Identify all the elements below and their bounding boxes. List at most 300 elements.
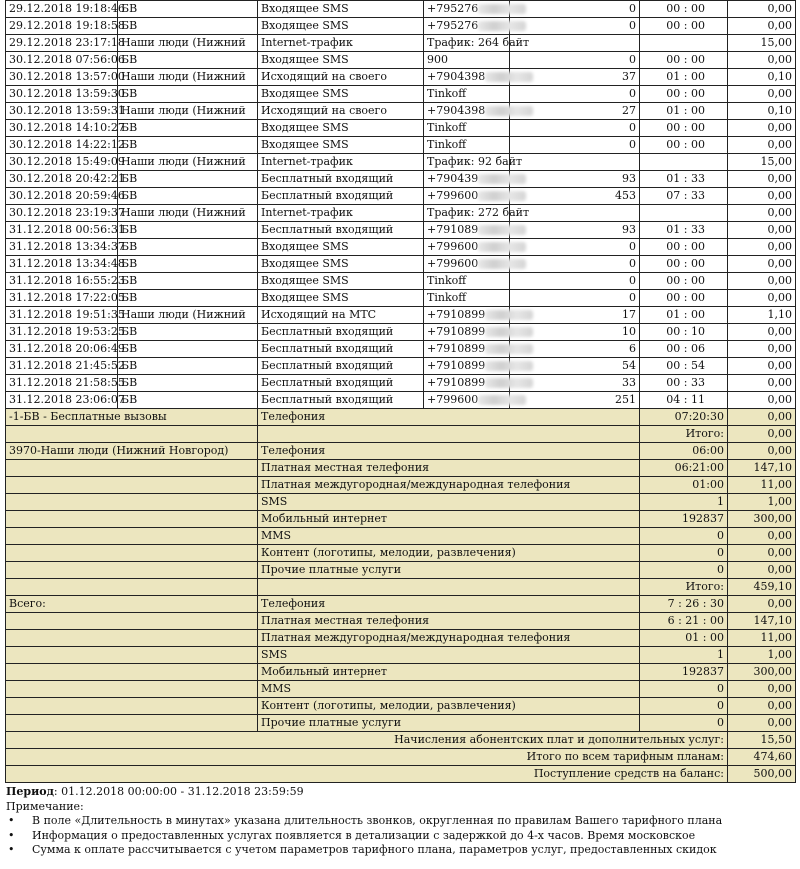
redacted-blur (478, 395, 526, 405)
duration-cell: 00 : 00 (640, 137, 728, 154)
quantity-cell: 93 (510, 171, 640, 188)
number-text: +7910899 (427, 342, 486, 355)
service-cell: Бесплатный входящий (258, 188, 424, 205)
number-text: Tinkoff (427, 121, 467, 134)
datetime-cell: 30.12.2018 23:19:37 (6, 205, 118, 222)
section-total-row (6, 579, 796, 596)
quantity-cell: 251 (510, 392, 640, 409)
redacted-blur (485, 72, 533, 82)
table-row (6, 69, 796, 86)
tariff-cell: БВ (118, 171, 258, 188)
redacted-blur (478, 4, 526, 14)
summary-cost: 0,00 (728, 715, 796, 732)
summary-service: Платная местная телефония (258, 460, 640, 477)
note-item: • Сумма к оплате рассчитывается с учетом параметров тарифного плана, параметров услуг, предоставленных скидок (6, 843, 796, 858)
total-label: Итого: (640, 579, 728, 596)
service-cell: Бесплатный входящий (258, 324, 424, 341)
grand-summary-value: 500,00 (728, 766, 796, 783)
quantity-cell: 10 (510, 324, 640, 341)
service-cell: Бесплатный входящий (258, 341, 424, 358)
summary-rows (6, 409, 796, 783)
cost-cell: 15,00 (728, 35, 796, 52)
summary-cost: 0,00 (728, 562, 796, 579)
service-cell: Internet-трафик (258, 35, 424, 52)
table-row (6, 307, 796, 324)
section-blank (6, 511, 258, 528)
summary-service: Телефония (258, 409, 640, 426)
summary-cost: 147,10 (728, 613, 796, 630)
summary-value: 0 (640, 562, 728, 579)
cost-cell: 0,00 (728, 324, 796, 341)
summary-value: 192837 (640, 511, 728, 528)
summary-row (6, 511, 796, 528)
table-row (6, 188, 796, 205)
service-cell: Internet-трафик (258, 154, 424, 171)
table-row (6, 52, 796, 69)
table-row (6, 86, 796, 103)
summary-row (6, 477, 796, 494)
report-footer (6, 785, 796, 858)
section-blank (6, 681, 258, 698)
summary-value: 01 : 00 (640, 630, 728, 647)
quantity-cell: 0 (510, 18, 640, 35)
section-blank (6, 579, 258, 596)
number-text: +7904398 (427, 104, 486, 117)
summary-service: Платная междугородная/международная телефония (258, 477, 640, 494)
number-cell (424, 222, 510, 239)
tariff-cell: БВ (118, 341, 258, 358)
summary-row (6, 528, 796, 545)
number-text: Трафик: 272 байт (427, 206, 530, 219)
summary-row (6, 647, 796, 664)
summary-cost: 0,00 (728, 409, 796, 426)
duration-cell: 00 : 00 (640, 256, 728, 273)
number-text: +7910899 (427, 325, 486, 338)
summary-service: SMS (258, 647, 640, 664)
number-text: 900 (427, 53, 448, 66)
cost-cell: 0,00 (728, 205, 796, 222)
section-blank (6, 562, 258, 579)
quantity-cell: 0 (510, 273, 640, 290)
summary-value: 07:20:30 (640, 409, 728, 426)
number-text: Трафик: 92 байт (427, 155, 523, 168)
number-cell (424, 171, 510, 188)
tariff-cell: БВ (118, 290, 258, 307)
number-text: +795276 (427, 2, 479, 15)
section-blank (6, 528, 258, 545)
duration-cell: 00 : 00 (640, 86, 728, 103)
summary-service: Контент (логотипы, мелодии, развлечения) (258, 545, 640, 562)
cost-cell: 0,00 (728, 120, 796, 137)
tariff-cell: БВ (118, 324, 258, 341)
summary-value: 06:21:00 (640, 460, 728, 477)
summary-row (6, 443, 796, 460)
period-line (6, 785, 796, 800)
number-text: +7910899 (427, 308, 486, 321)
summary-value: 06:00 (640, 443, 728, 460)
total-label: Итого: (640, 426, 728, 443)
number-text: +791089 (427, 223, 479, 236)
tariff-cell: Наши люди (Нижний (118, 307, 258, 324)
quantity-cell: 0 (510, 120, 640, 137)
quantity-cell: 0 (510, 86, 640, 103)
cost-cell: 0,00 (728, 18, 796, 35)
cost-cell: 0,00 (728, 273, 796, 290)
cost-cell: 1,10 (728, 307, 796, 324)
cost-cell: 0,00 (728, 1, 796, 18)
summary-row (6, 409, 796, 426)
number-cell (424, 239, 510, 256)
number-cell (424, 392, 510, 409)
cost-cell: 0,10 (728, 103, 796, 120)
duration-cell: 00 : 06 (640, 341, 728, 358)
duration-cell (640, 35, 728, 52)
summary-cost: 1,00 (728, 647, 796, 664)
number-text: +799600 (427, 393, 479, 406)
datetime-cell: 31.12.2018 13:34:48 (6, 256, 118, 273)
grand-summary-row (6, 766, 796, 783)
summary-service: Прочие платные услуги (258, 562, 640, 579)
table-row (6, 239, 796, 256)
number-cell (424, 154, 523, 171)
duration-cell: 01 : 33 (640, 222, 728, 239)
service-cell: Входящее SMS (258, 239, 424, 256)
tariff-cell: БВ (118, 188, 258, 205)
summary-service: Прочие платные услуги (258, 715, 640, 732)
table-row (6, 154, 796, 171)
section-title: -1-БВ - Бесплатные вызовы (6, 409, 258, 426)
service-cell: Входящее SMS (258, 18, 424, 35)
summary-cost: 300,00 (728, 511, 796, 528)
note-item: • В поле «Длительность в минутах» указана длительность звонков, округленная по правилам Вашего тарифного плана (6, 814, 796, 829)
service-cell: Бесплатный входящий (258, 392, 424, 409)
quantity-cell: 0 (510, 256, 640, 273)
number-text: +799600 (427, 257, 479, 270)
quantity-cell: 0 (510, 290, 640, 307)
duration-cell (640, 154, 728, 171)
cost-cell: 0,00 (728, 52, 796, 69)
section-blank (6, 460, 258, 477)
number-cell (424, 103, 510, 120)
table-row (6, 290, 796, 307)
tariff-cell: Наши люди (Нижний (118, 69, 258, 86)
table-row (6, 341, 796, 358)
datetime-cell: 31.12.2018 16:55:23 (6, 273, 118, 290)
quantity-cell: 33 (510, 375, 640, 392)
redacted-blur (478, 191, 526, 201)
duration-cell: 04 : 11 (640, 392, 728, 409)
summary-service: SMS (258, 494, 640, 511)
period-label: Период (6, 785, 54, 798)
summary-value: 6 : 21 : 00 (640, 613, 728, 630)
table-row (6, 392, 796, 409)
summary-value: 192837 (640, 664, 728, 681)
number-cell (424, 307, 510, 324)
detail-rows (6, 1, 796, 409)
summary-row (6, 681, 796, 698)
redacted-blur (485, 106, 533, 116)
summary-row (6, 494, 796, 511)
table-row (6, 222, 796, 239)
summary-cost: 1,00 (728, 494, 796, 511)
datetime-cell: 30.12.2018 20:42:21 (6, 171, 118, 188)
tariff-cell: Наши люди (Нижний (118, 205, 258, 222)
number-cell (424, 188, 510, 205)
table-row (6, 205, 796, 222)
summary-row (6, 460, 796, 477)
duration-cell: 00 : 10 (640, 324, 728, 341)
quantity-cell: 93 (510, 222, 640, 239)
table-row (6, 35, 796, 52)
tariff-cell: БВ (118, 358, 258, 375)
service-cell: Входящее SMS (258, 137, 424, 154)
service-cell: Бесплатный входящий (258, 375, 424, 392)
service-cell: Входящее SMS (258, 1, 424, 18)
summary-service: Платная междугородная/международная телефония (258, 630, 640, 647)
cost-cell: 0,00 (728, 290, 796, 307)
total-value: 459,10 (728, 579, 796, 596)
datetime-cell: 31.12.2018 21:45:52 (6, 358, 118, 375)
cost-cell: 0,00 (728, 171, 796, 188)
summary-row (6, 715, 796, 732)
duration-cell: 00 : 00 (640, 290, 728, 307)
duration-cell: 00 : 00 (640, 273, 728, 290)
number-text: +7910899 (427, 376, 486, 389)
datetime-cell: 31.12.2018 20:06:49 (6, 341, 118, 358)
datetime-cell: 30.12.2018 15:49:09 (6, 154, 118, 171)
section-blank (6, 494, 258, 511)
duration-cell: 00 : 00 (640, 18, 728, 35)
grand-summary-row (6, 732, 796, 749)
table-row (6, 324, 796, 341)
section-blank (6, 698, 258, 715)
grand-summary-label: Итого по всем тарифным планам: (6, 749, 728, 766)
number-text: +790439 (427, 172, 479, 185)
summary-service: Мобильный интернет (258, 511, 640, 528)
summary-cost: 0,00 (728, 443, 796, 460)
datetime-cell: 31.12.2018 19:51:35 (6, 307, 118, 324)
duration-cell: 00 : 00 (640, 1, 728, 18)
tariff-cell: БВ (118, 239, 258, 256)
cost-cell: 15,00 (728, 154, 796, 171)
call-detail-table (5, 0, 796, 783)
datetime-cell: 31.12.2018 21:58:55 (6, 375, 118, 392)
table-row (6, 137, 796, 154)
datetime-cell: 29.12.2018 23:17:18 (6, 35, 118, 52)
quantity-cell: 453 (510, 188, 640, 205)
redacted-blur (478, 259, 526, 269)
datetime-cell: 30.12.2018 14:22:12 (6, 137, 118, 154)
number-text: +7904398 (427, 70, 486, 83)
redacted-blur (478, 21, 526, 31)
period-value: : 01.12.2018 00:00:00 - 31.12.2018 23:59:59 (53, 785, 304, 798)
number-text: Tinkoff (427, 138, 467, 151)
duration-cell: 00 : 00 (640, 120, 728, 137)
summary-service: Мобильный интернет (258, 664, 640, 681)
grand-summary-row (6, 749, 796, 766)
duration-cell: 01 : 33 (640, 171, 728, 188)
table-row (6, 273, 796, 290)
number-cell (424, 324, 510, 341)
number-cell (424, 1, 510, 18)
summary-value: 0 (640, 528, 728, 545)
summary-service: MMS (258, 528, 640, 545)
datetime-cell: 31.12.2018 00:56:31 (6, 222, 118, 239)
number-text: +799600 (427, 189, 479, 202)
tariff-cell: БВ (118, 52, 258, 69)
tariff-cell: БВ (118, 137, 258, 154)
summary-value: 0 (640, 681, 728, 698)
number-cell (424, 205, 530, 222)
summary-row (6, 596, 796, 613)
tariff-cell: Наши люди (Нижний (118, 35, 258, 52)
cost-cell: 0,00 (728, 86, 796, 103)
tariff-cell: БВ (118, 392, 258, 409)
number-cell (424, 120, 510, 137)
redacted-blur (478, 225, 526, 235)
duration-cell (640, 205, 728, 222)
number-text: Tinkoff (427, 87, 467, 100)
quantity-cell: 17 (510, 307, 640, 324)
number-cell (424, 18, 510, 35)
duration-cell: 00 : 33 (640, 375, 728, 392)
cost-cell: 0,00 (728, 358, 796, 375)
cost-cell: 0,00 (728, 222, 796, 239)
table-row (6, 256, 796, 273)
quantity-cell: 0 (510, 239, 640, 256)
number-cell (424, 35, 530, 52)
summary-value: 1 (640, 647, 728, 664)
summary-row (6, 630, 796, 647)
redacted-blur (485, 327, 533, 337)
section-title: 3970-Наши люди (Нижний Новгород) (6, 443, 258, 460)
summary-cost: 0,00 (728, 545, 796, 562)
summary-value: 0 (640, 698, 728, 715)
table-row (6, 358, 796, 375)
quantity-cell: 0 (510, 1, 640, 18)
summary-row (6, 664, 796, 681)
redacted-blur (485, 361, 533, 371)
summary-cost: 11,00 (728, 630, 796, 647)
service-cell: Входящее SMS (258, 86, 424, 103)
service-cell: Исходящий на своего (258, 103, 424, 120)
number-cell (424, 375, 510, 392)
tariff-cell: БВ (118, 86, 258, 103)
section-blank (6, 545, 258, 562)
datetime-cell: 29.12.2018 19:18:58 (6, 18, 118, 35)
summary-cost: 300,00 (728, 664, 796, 681)
summary-row (6, 698, 796, 715)
service-cell: Исходящий на МТС (258, 307, 424, 324)
number-cell (424, 137, 510, 154)
summary-value: 1 (640, 494, 728, 511)
table-row (6, 375, 796, 392)
datetime-cell: 29.12.2018 19:18:46 (6, 1, 118, 18)
datetime-cell: 30.12.2018 07:56:06 (6, 52, 118, 69)
datetime-cell: 30.12.2018 14:10:27 (6, 120, 118, 137)
summary-value: 7 : 26 : 30 (640, 596, 728, 613)
grand-summary-label: Начисления абонентских плат и дополнительных услуг: (6, 732, 728, 749)
number-text: +795276 (427, 19, 479, 32)
duration-cell: 00 : 00 (640, 239, 728, 256)
section-blank (6, 715, 258, 732)
service-cell: Internet-трафик (258, 205, 424, 222)
summary-service: Телефония (258, 443, 640, 460)
section-blank (6, 664, 258, 681)
number-text: Tinkoff (427, 291, 467, 304)
redacted-blur (485, 310, 533, 320)
quantity-cell: 27 (510, 103, 640, 120)
table-row (6, 171, 796, 188)
cost-cell: 0,00 (728, 137, 796, 154)
summary-value: 0 (640, 545, 728, 562)
cost-cell: 0,10 (728, 69, 796, 86)
table-row (6, 1, 796, 18)
grand-summary-label: Поступление средств на баланс: (6, 766, 728, 783)
number-cell (424, 290, 510, 307)
duration-cell: 01 : 00 (640, 307, 728, 324)
datetime-cell: 30.12.2018 13:59:30 (6, 86, 118, 103)
redacted-blur (485, 378, 533, 388)
summary-value: 01:00 (640, 477, 728, 494)
tariff-cell: Наши люди (Нижний (118, 103, 258, 120)
quantity-cell: 0 (510, 52, 640, 69)
table-row (6, 120, 796, 137)
summary-row (6, 613, 796, 630)
number-text: Tinkoff (427, 274, 467, 287)
note-label: Примечание: (6, 799, 84, 813)
section-blank (258, 579, 640, 596)
summary-cost: 0,00 (728, 596, 796, 613)
datetime-cell: 31.12.2018 13:34:37 (6, 239, 118, 256)
quantity-cell: 6 (510, 341, 640, 358)
table-row (6, 103, 796, 120)
summary-cost: 0,00 (728, 681, 796, 698)
number-text: Трафик: 264 байт (427, 36, 530, 49)
datetime-cell: 30.12.2018 20:59:46 (6, 188, 118, 205)
number-cell (424, 273, 510, 290)
duration-cell: 00 : 00 (640, 52, 728, 69)
redacted-blur (478, 242, 526, 252)
service-cell: Входящее SMS (258, 290, 424, 307)
cost-cell: 0,00 (728, 188, 796, 205)
duration-cell: 01 : 00 (640, 69, 728, 86)
cost-cell: 0,00 (728, 375, 796, 392)
total-value: 0,00 (728, 426, 796, 443)
tariff-cell: БВ (118, 375, 258, 392)
tariff-cell: БВ (118, 256, 258, 273)
service-cell: Бесплатный входящий (258, 171, 424, 188)
number-cell (424, 341, 510, 358)
summary-cost: 147,10 (728, 460, 796, 477)
number-cell (424, 69, 510, 86)
summary-service: MMS (258, 681, 640, 698)
datetime-cell: 31.12.2018 19:53:25 (6, 324, 118, 341)
summary-cost: 11,00 (728, 477, 796, 494)
tariff-cell: Наши люди (Нижний (118, 154, 258, 171)
summary-service: Телефония (258, 596, 640, 613)
quantity-cell: 54 (510, 358, 640, 375)
duration-cell: 01 : 00 (640, 103, 728, 120)
tariff-cell: БВ (118, 120, 258, 137)
duration-cell: 00 : 54 (640, 358, 728, 375)
number-text: +799600 (427, 240, 479, 253)
tariff-cell: БВ (118, 18, 258, 35)
section-title: Всего: (6, 596, 258, 613)
summary-cost: 0,00 (728, 698, 796, 715)
datetime-cell: 30.12.2018 13:59:31 (6, 103, 118, 120)
cost-cell: 0,00 (728, 256, 796, 273)
